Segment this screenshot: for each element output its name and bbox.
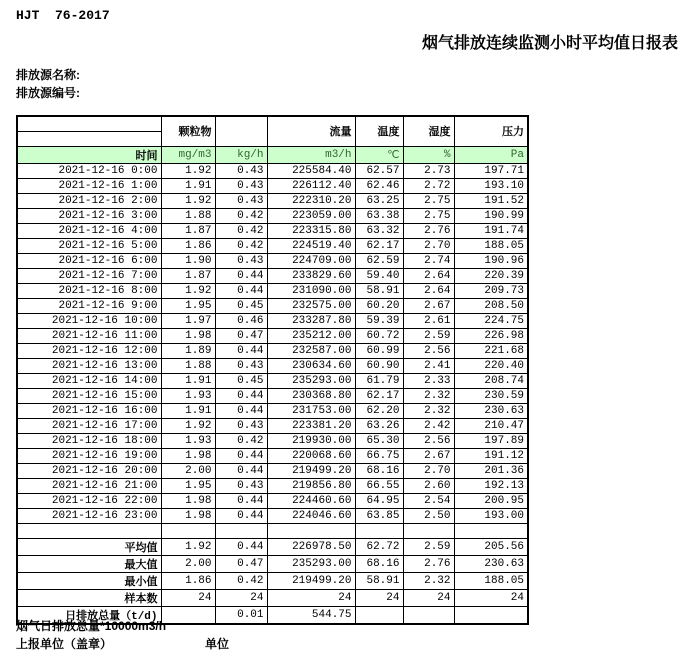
table-cell: 191.12 — [454, 448, 528, 463]
table-cell: 62.46 — [355, 178, 403, 193]
table-cell: 231090.00 — [267, 283, 355, 298]
table-cell: 1.89 — [161, 343, 215, 358]
table-cell: 0.44 — [215, 268, 267, 283]
table-row — [17, 178, 528, 193]
table-cell: 2.61 — [403, 313, 454, 328]
table-cell — [454, 606, 528, 624]
table-cell: 1.93 — [161, 433, 215, 448]
table-cell: 221.68 — [454, 343, 528, 358]
table-cell: 2021-12-16 10:00 — [17, 313, 161, 328]
table-cell: 2.59 — [403, 538, 454, 555]
table-cell: 0.43 — [215, 253, 267, 268]
table-cell: 0.45 — [215, 373, 267, 388]
table-cell: 0.01 — [215, 606, 267, 624]
table-cell: 2021-12-16 8:00 — [17, 283, 161, 298]
table-cell: 0.43 — [215, 178, 267, 193]
summary-row — [17, 589, 528, 606]
table-cell: 2021-12-16 13:00 — [17, 358, 161, 373]
table-cell: 2.54 — [403, 493, 454, 508]
table-cell: 219930.00 — [267, 433, 355, 448]
table-cell: 2.56 — [403, 433, 454, 448]
table-cell: 24 — [161, 589, 215, 606]
table-cell: 2.70 — [403, 463, 454, 478]
table-cell: 2021-12-16 1:00 — [17, 178, 161, 193]
table-cell: 191.52 — [454, 193, 528, 208]
table-cell: 197.71 — [454, 163, 528, 178]
unit-label: 单位 — [205, 637, 230, 651]
table-cell: 24 — [454, 589, 528, 606]
table-row — [17, 163, 528, 178]
time-header: 时间 — [17, 146, 161, 163]
table-cell: 2.42 — [403, 418, 454, 433]
table-cell: 68.16 — [355, 463, 403, 478]
table-cell: 210.47 — [454, 418, 528, 433]
table-cell: 2021-12-16 2:00 — [17, 193, 161, 208]
table-cell: 1.98 — [161, 448, 215, 463]
table-cell: 66.75 — [355, 448, 403, 463]
table-cell: 1.91 — [161, 178, 215, 193]
table-cell: 224519.40 — [267, 238, 355, 253]
table-row — [17, 343, 528, 358]
table-cell: 2.32 — [403, 388, 454, 403]
table-cell: 最大值 — [17, 555, 161, 572]
table-cell: 24 — [403, 589, 454, 606]
table-cell: 1.87 — [161, 223, 215, 238]
table-cell: 191.74 — [454, 223, 528, 238]
table-cell: 233287.80 — [267, 313, 355, 328]
table-cell: 1.97 — [161, 313, 215, 328]
table-cell: 0.44 — [215, 463, 267, 478]
table-row — [17, 328, 528, 343]
table-cell: 2.67 — [403, 298, 454, 313]
table-cell: 2.70 — [403, 238, 454, 253]
table-row — [17, 313, 528, 328]
reporting-unit-label: 上报单位（盖章） — [16, 637, 113, 651]
table-cell: 1.88 — [161, 358, 215, 373]
table-cell — [403, 523, 454, 538]
table-cell: 1.98 — [161, 493, 215, 508]
table-cell: 223315.80 — [267, 223, 355, 238]
table-cell: 平均值 — [17, 538, 161, 555]
table-cell: 224709.00 — [267, 253, 355, 268]
table-cell: 208.74 — [454, 373, 528, 388]
unit-percent: % — [403, 146, 454, 163]
table-cell: 2021-12-16 7:00 — [17, 268, 161, 283]
spacer-row — [17, 523, 528, 538]
column-header-temperature: 温度 — [355, 116, 403, 146]
table-cell: 0.46 — [215, 313, 267, 328]
table-cell: 63.32 — [355, 223, 403, 238]
table-cell: 2.56 — [403, 343, 454, 358]
table-cell — [355, 523, 403, 538]
table-cell: 232587.00 — [267, 343, 355, 358]
unit-m3-h: m3/h — [267, 146, 355, 163]
table-cell: 1.90 — [161, 253, 215, 268]
table-cell: 1.92 — [161, 418, 215, 433]
table-cell: 2021-12-16 14:00 — [17, 373, 161, 388]
time-header-spacer2 — [17, 131, 161, 146]
table-cell: 2.41 — [403, 358, 454, 373]
table-cell: 188.05 — [454, 238, 528, 253]
table-cell: 2.72 — [403, 178, 454, 193]
table-row — [17, 208, 528, 223]
table-row — [17, 253, 528, 268]
table-row — [17, 283, 528, 298]
table-cell: 2.32 — [403, 403, 454, 418]
table-cell: 2.64 — [403, 283, 454, 298]
table-cell: 226978.50 — [267, 538, 355, 555]
table-cell: 2021-12-16 6:00 — [17, 253, 161, 268]
table-cell — [355, 606, 403, 624]
table-cell: 2021-12-16 18:00 — [17, 433, 161, 448]
table-cell: 0.47 — [215, 328, 267, 343]
table-cell: 0.47 — [215, 555, 267, 572]
table-cell: 200.95 — [454, 493, 528, 508]
table-cell: 188.05 — [454, 572, 528, 589]
table-cell: 60.90 — [355, 358, 403, 373]
table-cell: 62.57 — [355, 163, 403, 178]
table-cell: 224.75 — [454, 313, 528, 328]
table-row — [17, 403, 528, 418]
table-cell: 2.67 — [403, 448, 454, 463]
table-cell — [17, 523, 161, 538]
table-cell: 225584.40 — [267, 163, 355, 178]
table-cell: 193.00 — [454, 508, 528, 523]
table-cell: 2021-12-16 21:00 — [17, 478, 161, 493]
table-cell: 222310.20 — [267, 193, 355, 208]
unit-pa: Pa — [454, 146, 528, 163]
table-cell: 2021-12-16 12:00 — [17, 343, 161, 358]
column-header-flow: 流量 — [267, 116, 355, 146]
table-cell: 1.98 — [161, 328, 215, 343]
table-cell: 235293.00 — [267, 555, 355, 572]
table-cell: 0.42 — [215, 572, 267, 589]
table-cell: 0.44 — [215, 508, 267, 523]
table-cell: 2021-12-16 5:00 — [17, 238, 161, 253]
table-cell — [161, 523, 215, 538]
daily-total-note: 烟气日排放总量*10000m3/h — [16, 619, 167, 633]
table-cell: 2.32 — [403, 572, 454, 589]
unit-celsius: ℃ — [355, 146, 403, 163]
table-row — [17, 298, 528, 313]
table-cell: 201.36 — [454, 463, 528, 478]
table-cell: 66.55 — [355, 478, 403, 493]
table-cell: 1.95 — [161, 298, 215, 313]
table-cell: 2021-12-16 22:00 — [17, 493, 161, 508]
table-cell: 2021-12-16 3:00 — [17, 208, 161, 223]
table-cell: 2.00 — [161, 555, 215, 572]
table-cell: 62.59 — [355, 253, 403, 268]
table-cell: 2.60 — [403, 478, 454, 493]
table-body — [17, 163, 528, 624]
table-cell: 223381.20 — [267, 418, 355, 433]
table-cell: 1.92 — [161, 283, 215, 298]
table-cell: 0.42 — [215, 238, 267, 253]
table-cell: 193.10 — [454, 178, 528, 193]
table-row — [17, 433, 528, 448]
time-header-spacer — [17, 116, 161, 131]
table-cell: 2.73 — [403, 163, 454, 178]
table-cell: 1.92 — [161, 193, 215, 208]
table-cell: 0.44 — [215, 448, 267, 463]
table-cell: 2.33 — [403, 373, 454, 388]
table-cell — [161, 606, 215, 624]
table-cell: 2.50 — [403, 508, 454, 523]
table-cell: 0.43 — [215, 358, 267, 373]
table-cell: 209.73 — [454, 283, 528, 298]
table-cell: 1.91 — [161, 373, 215, 388]
table-cell: 2021-12-16 15:00 — [17, 388, 161, 403]
table-cell: 1.91 — [161, 403, 215, 418]
table-cell: 224460.60 — [267, 493, 355, 508]
table-cell: 219499.20 — [267, 463, 355, 478]
table-cell: 0.44 — [215, 283, 267, 298]
table-row — [17, 238, 528, 253]
table-cell: 0.44 — [215, 388, 267, 403]
table-cell: 230.59 — [454, 388, 528, 403]
header-row-top — [17, 116, 528, 131]
table-cell: 最小值 — [17, 572, 161, 589]
table-row — [17, 193, 528, 208]
table-cell: 2021-12-16 11:00 — [17, 328, 161, 343]
table-cell: 192.13 — [454, 478, 528, 493]
table-cell: 2.00 — [161, 463, 215, 478]
table-row — [17, 223, 528, 238]
table-row — [17, 493, 528, 508]
table-cell: 1.92 — [161, 538, 215, 555]
table-cell: 0.44 — [215, 538, 267, 555]
table-cell: 0.44 — [215, 343, 267, 358]
table-cell: 58.91 — [355, 572, 403, 589]
table-cell: 2.76 — [403, 555, 454, 572]
table-row — [17, 508, 528, 523]
table-cell — [403, 606, 454, 624]
table-row — [17, 463, 528, 478]
unit-kg-h: kg/h — [215, 146, 267, 163]
table-cell: 2021-12-16 19:00 — [17, 448, 161, 463]
table-cell: 231753.00 — [267, 403, 355, 418]
standard-code: HJT 76-2017 — [16, 8, 110, 23]
summary-row — [17, 538, 528, 555]
table-cell: 230634.60 — [267, 358, 355, 373]
table-cell: 日排放总量（t/d) — [17, 606, 161, 624]
table-cell: 190.96 — [454, 253, 528, 268]
table-cell: 2021-12-16 4:00 — [17, 223, 161, 238]
source-id-label: 排放源编号: — [16, 86, 80, 100]
table-row — [17, 418, 528, 433]
table-cell: 235293.00 — [267, 373, 355, 388]
table-cell — [454, 523, 528, 538]
table-cell: 2021-12-16 23:00 — [17, 508, 161, 523]
table-cell: 226112.40 — [267, 178, 355, 193]
column-header-pressure: 压力 — [454, 116, 528, 146]
table-cell: 60.72 — [355, 328, 403, 343]
table-cell: 190.99 — [454, 208, 528, 223]
unit-mg-m3: mg/m3 — [161, 146, 215, 163]
table-cell: 0.42 — [215, 223, 267, 238]
table-cell — [215, 523, 267, 538]
table-cell: 63.38 — [355, 208, 403, 223]
table-cell: 68.16 — [355, 555, 403, 572]
table-cell: 2021-12-16 17:00 — [17, 418, 161, 433]
table-cell: 0.43 — [215, 193, 267, 208]
table-cell: 1.92 — [161, 163, 215, 178]
table-cell: 1.98 — [161, 508, 215, 523]
table-cell: 64.95 — [355, 493, 403, 508]
table-cell: 230368.80 — [267, 388, 355, 403]
table-cell: 59.40 — [355, 268, 403, 283]
table-cell: 205.56 — [454, 538, 528, 555]
table-row — [17, 373, 528, 388]
table-cell: 2.64 — [403, 268, 454, 283]
table-cell: 59.39 — [355, 313, 403, 328]
table-cell: 220068.60 — [267, 448, 355, 463]
summary-row — [17, 572, 528, 589]
table-cell: 223059.00 — [267, 208, 355, 223]
table-cell: 62.17 — [355, 388, 403, 403]
table-cell: 2021-12-16 16:00 — [17, 403, 161, 418]
table-cell: 0.43 — [215, 418, 267, 433]
table-cell: 62.20 — [355, 403, 403, 418]
table-cell: 1.86 — [161, 238, 215, 253]
table-cell: 2.59 — [403, 328, 454, 343]
table-cell: 1.88 — [161, 208, 215, 223]
table-cell: 219499.20 — [267, 572, 355, 589]
table-cell: 2021-12-16 0:00 — [17, 163, 161, 178]
table-cell: 58.91 — [355, 283, 403, 298]
table-cell: 2.74 — [403, 253, 454, 268]
table-cell: 0.44 — [215, 493, 267, 508]
table-row — [17, 448, 528, 463]
table-cell: 1.95 — [161, 478, 215, 493]
table-cell: 0.44 — [215, 403, 267, 418]
table-cell: 220.39 — [454, 268, 528, 283]
table-cell: 62.17 — [355, 238, 403, 253]
table-cell: 224046.60 — [267, 508, 355, 523]
table-cell: 1.93 — [161, 388, 215, 403]
table-cell: 232575.00 — [267, 298, 355, 313]
table-cell: 220.40 — [454, 358, 528, 373]
table-cell: 63.85 — [355, 508, 403, 523]
table-cell: 230.63 — [454, 403, 528, 418]
table-cell: 208.50 — [454, 298, 528, 313]
table-cell: 2.76 — [403, 223, 454, 238]
table-cell: 24 — [267, 589, 355, 606]
table-cell: 24 — [215, 589, 267, 606]
table-cell: 2021-12-16 20:00 — [17, 463, 161, 478]
source-name-label: 排放源名称: — [16, 68, 80, 82]
table-cell: 1.87 — [161, 268, 215, 283]
table-cell: 2021-12-16 9:00 — [17, 298, 161, 313]
table-cell: 226.98 — [454, 328, 528, 343]
table-cell: 2.75 — [403, 208, 454, 223]
table-cell: 60.20 — [355, 298, 403, 313]
table-cell: 63.25 — [355, 193, 403, 208]
table-cell: 65.30 — [355, 433, 403, 448]
column-header-blank — [215, 116, 267, 146]
table-cell: 0.43 — [215, 478, 267, 493]
table-cell: 230.63 — [454, 555, 528, 572]
table-cell: 233829.60 — [267, 268, 355, 283]
table-cell: 235212.00 — [267, 328, 355, 343]
table-cell: 2.75 — [403, 193, 454, 208]
summary-row — [17, 555, 528, 572]
page-title: 烟气排放连续监测小时平均值日报表 — [421, 35, 678, 52]
table-cell: 1.86 — [161, 572, 215, 589]
table-row — [17, 478, 528, 493]
table-cell: 60.99 — [355, 343, 403, 358]
table-row — [17, 268, 528, 283]
table-cell: 24 — [355, 589, 403, 606]
table-cell: 62.72 — [355, 538, 403, 555]
table-row — [17, 358, 528, 373]
table-row — [17, 388, 528, 403]
table-cell — [267, 523, 355, 538]
table-cell: 544.75 — [267, 606, 355, 624]
table-cell: 63.26 — [355, 418, 403, 433]
monitoring-table — [16, 115, 529, 625]
column-header-humidity: 湿度 — [403, 116, 454, 146]
table-cell: 197.89 — [454, 433, 528, 448]
unit-header-row — [17, 146, 528, 163]
table-cell: 61.79 — [355, 373, 403, 388]
table-cell: 0.45 — [215, 298, 267, 313]
table-cell: 219856.80 — [267, 478, 355, 493]
table-cell: 0.42 — [215, 433, 267, 448]
table-cell: 0.43 — [215, 163, 267, 178]
table-cell: 0.42 — [215, 208, 267, 223]
column-header-particulate: 颗粒物 — [161, 116, 215, 146]
table-cell: 样本数 — [17, 589, 161, 606]
